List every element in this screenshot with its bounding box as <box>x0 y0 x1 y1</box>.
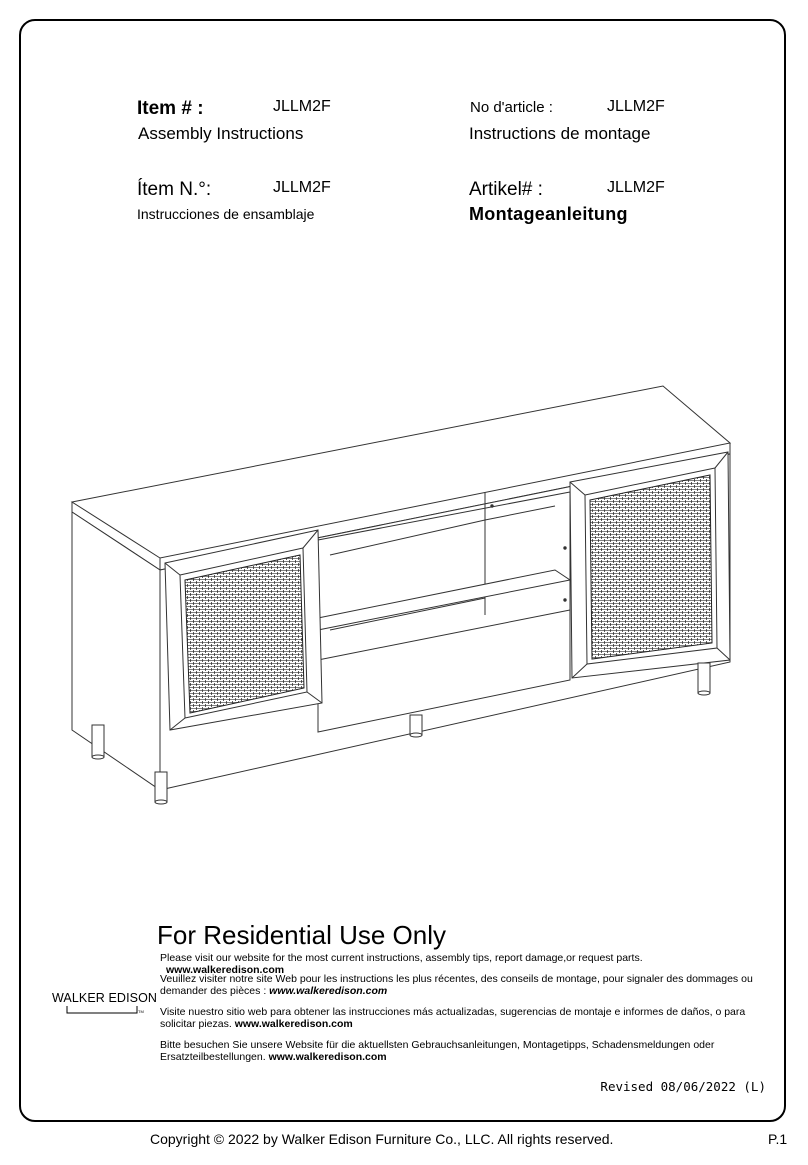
logo-text: WALKER EDISON <box>52 991 158 1005</box>
item-label-de: Artikel# : <box>469 179 543 200</box>
title-en: Assembly Instructions <box>138 124 304 143</box>
title-de: Montageanleitung <box>469 204 628 224</box>
revised-date: Revised 08/06/2022 (L) <box>600 1079 766 1094</box>
note-fr-text: Veuillez visiter notre site Web pour les instructions les plus récentes, des conseils de montage, pour signaler des dommages ou demander des pièces : <box>160 973 753 997</box>
item-value-de: JLLM2F <box>607 179 665 196</box>
note-es <box>160 1006 766 1030</box>
logo-tm: TM <box>138 1009 144 1014</box>
note-de-text: Bitte besuchen Sie unsere Website für die aktuellsten Gebrauchsanleitungen, Montagetipps, Schadensmeldungen oder Ersatzteilbestellungen. <box>160 1039 715 1063</box>
note-en-text: Please visit our website for the most current instructions, assembly tips, report damage,or request parts. <box>160 952 643 964</box>
page-number: P.1 <box>768 1131 788 1147</box>
note-fr-url[interactable]: www.walkeredison.com <box>269 985 388 997</box>
item-value-es: JLLM2F <box>273 179 331 196</box>
item-value-fr: JLLM2F <box>607 98 665 115</box>
walker-edison-logo <box>52 991 158 1016</box>
title-fr: Instructions de montage <box>469 124 651 143</box>
item-value-en: JLLM2F <box>273 98 331 115</box>
note-fr <box>160 973 766 997</box>
note-en-url[interactable]: www.walkeredison.com <box>166 964 285 976</box>
item-label-fr: No d'article : <box>470 99 553 116</box>
item-label-en: Item # : <box>137 98 204 119</box>
residential-use-heading: For Residential Use Only <box>157 920 446 950</box>
tv-console-line-drawing <box>60 380 750 810</box>
note-de <box>160 1039 766 1063</box>
note-es-url[interactable]: www.walkeredison.com <box>234 1018 353 1030</box>
note-es-text: Visite nuestro sitio web para obtener las instrucciones más actualizadas, sugerencias de montaje e informes de daños, o para solicitar piezas. <box>160 1006 746 1030</box>
title-es: Instrucciones de ensamblaje <box>137 206 315 222</box>
note-de-url[interactable]: www.walkeredison.com <box>268 1051 387 1063</box>
logo-underline-icon <box>52 1006 152 1016</box>
copyright: Copyright © 2022 by Walker Edison Furniture Co., LLC. All rights reserved. <box>150 1131 614 1147</box>
item-label-es: Ítem N.°: <box>137 179 212 200</box>
